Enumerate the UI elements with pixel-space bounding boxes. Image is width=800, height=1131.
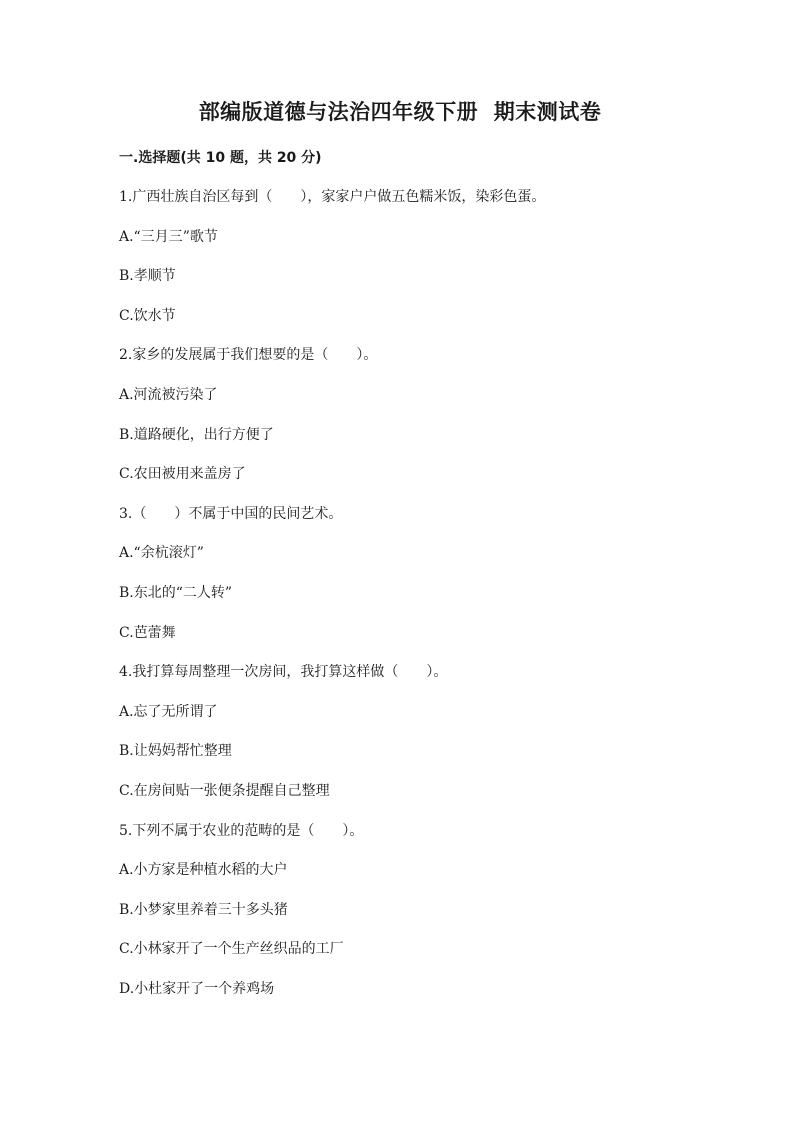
answer-option: A.“三月三”歌节 [119, 228, 218, 245]
answer-option: A.小方家是种植水稻的大户 [119, 862, 288, 879]
answer-option: B.孝顺节 [119, 268, 176, 285]
question-stem: 5.下列不属于农业的范畴的是（ ）。 [119, 822, 364, 839]
question-stem: 2.家乡的发展属于我们想要的是（ ）。 [119, 347, 378, 364]
question-stem: 4.我打算每周整理一次房间，我打算这样做（ ）。 [119, 664, 448, 681]
answer-option: C.小林家开了一个生产丝织品的工厂 [119, 941, 344, 958]
answer-option: A.“余杭滚灯” [119, 545, 204, 562]
question-list [119, 184, 719, 1015]
answer-option: B.让妈妈帮忙整理 [119, 743, 232, 760]
answer-option: D.小杜家开了一个养鸡场 [119, 980, 275, 997]
question-stem: 3.（ ）不属于中国的民间艺术。 [119, 505, 343, 522]
page-title: 部编版道德与法治四年级下册 期末测试卷 [198, 100, 602, 124]
answer-option: C.农田被用来盖房了 [119, 466, 246, 483]
answer-option: B.东北的“二人转” [119, 584, 233, 601]
answer-option: C.芭蕾舞 [119, 624, 176, 641]
answer-option: B.道路硬化，出行方便了 [119, 426, 274, 443]
question-stem: 1.广西壮族自治区每到（ ），家家户户做五色糯米饭，染彩色蛋。 [119, 189, 546, 205]
answer-option: A.忘了无所谓了 [119, 703, 218, 720]
section-heading: 一.选择题(共 10 题，共 20 分) [119, 150, 322, 166]
answer-option: C.在房间贴一张便条提醒自己整理 [119, 782, 330, 799]
answer-option: C.饮水节 [119, 307, 176, 324]
answer-option: B.小梦家里养着三十多头猪 [119, 901, 288, 918]
answer-option: A.河流被污染了 [119, 386, 218, 403]
